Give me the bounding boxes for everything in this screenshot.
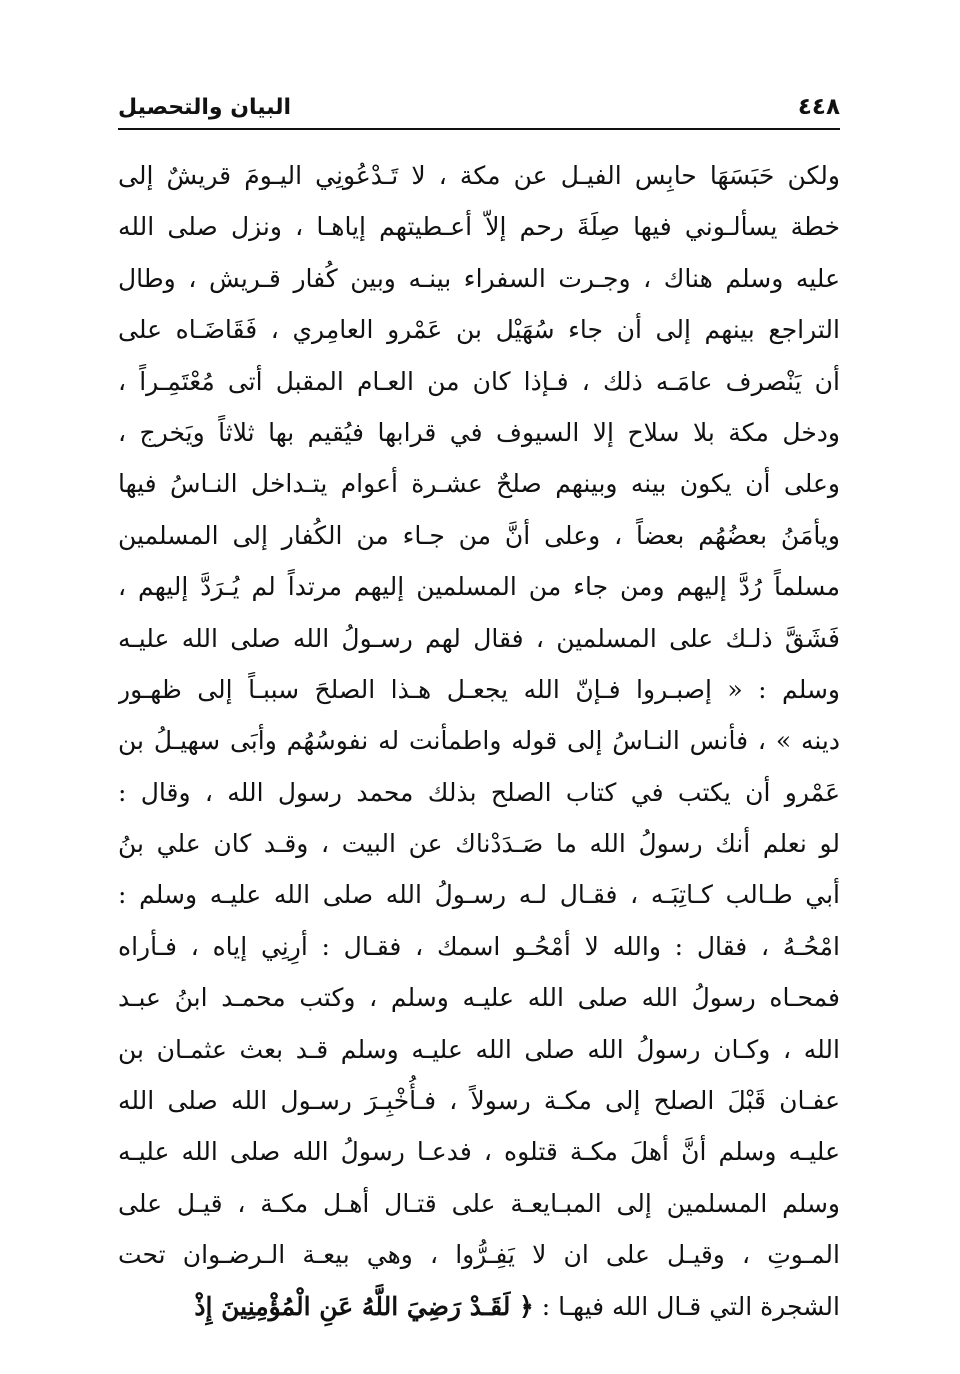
text-line: ودخل مكة بلا سلاح إلا السيوف في قرابها فيُقيم بها ثلاثاً ويَخرج ،	[118, 417, 840, 447]
text-line: عَمْرو أن يكتب في كتاب الصلح بذلك محمد رسول الله ، وقال :	[118, 777, 840, 807]
text-line: أبي طـالب كـاتِبَـه ، فقـال لـه رسـولُ الله صلى الله عليـه وسلم :	[118, 880, 840, 910]
text-line: أن يَنْصرف عامَـه ذلك ، فـإذا كان من العـام المقبل أتى مُعْتَمِـراً ،	[118, 366, 840, 396]
text-line: عليه وسلم هناك ، وجـرت السفراء بينـه وبين كُفار قـريش ، وطال	[118, 263, 840, 293]
page-header	[118, 88, 840, 128]
text-line: فمحـاه رسولُ الله صلى الله عليـه وسلم ، وكتب محمـد ابنُ عبـد	[118, 983, 840, 1013]
page-number: ٤٤٨	[797, 94, 840, 120]
text-line: ولكن حَبَسَهَا حابِس الفيـل عن مكة ، لا تَـدْعُونِي اليـومَ قريشٌ إلى	[118, 161, 840, 190]
text-line: امْحُـهُ ، فقال : والله لا أمْحُـو اسمك ، فقـال : أرِنِي إياه ، فـأراه	[118, 931, 840, 961]
text-line: الله ، وكـان رسولُ الله صلى الله عليـه وسلم قـد بعث عثمـان بن	[118, 1034, 840, 1064]
text-line: وسلم المسلمين إلى المبـايعـة على قتـال أهـل مكـة ، قيـل على	[118, 1188, 840, 1218]
text-line: دينه » ، فأنس النـاسُ إلى قوله واطمأنت له نفوسُهُم وأبَى سهيـلُ بن	[118, 726, 840, 756]
text-line: عليـه وسلم أنَّ أهلَ مكـة قتلوه ، فدعـا رسولُ الله صلى الله عليـه	[118, 1137, 840, 1167]
text-line: عفـان قَبْلَ الصلح إلى مكـة رسولاً ، فـأُخْبِـرَ رسـول الله صلى الله	[118, 1086, 840, 1116]
text-line: وعلى أن يكون بينه وبينهم صلحٌ عشـرة أعوام يتـداخل النـاسُ فيها	[118, 469, 840, 499]
body-text	[118, 150, 840, 1332]
text-line: المـوتِ ، وقيـل على ان لا يَفِـرُّوا ، وهي بيعـة الـرضـوان تحت	[118, 1240, 840, 1270]
text-line: ويأمَنُ بعضُهُم بعضاً ، وعلى أنَّ من جـاء من الكُفار إلى المسلمين	[118, 520, 840, 550]
text-line: التراجع بينهم إلى أن جاء سُهَيْل بن عَمْرو العامِري ، فَقَاضَـاه على	[118, 315, 840, 345]
text-line: وسلم : « إصبـروا فـإنّ الله يجعـل هـذا الصلحَ سببـاً إلى ظهـور	[118, 674, 840, 704]
header-rule	[118, 128, 840, 130]
text-line: لو نعلم أنك رسولُ الله ما صَـدَدْناك عن البيت ، وقـد كان علي بنُ	[118, 829, 840, 859]
last-line-text: الشجرة التي قـال الله فيهـا :	[541, 1291, 840, 1321]
text-line: خطة يسألـوني فيها صِلَةَ رحم إلاّ أعـطيتهم إياهـا ، ونزل صلى الله	[118, 212, 840, 242]
text-line-last	[118, 1281, 840, 1332]
text-line: فَشَقَّ ذلـك على المسلمين ، فقال لهم رسـولُ الله صلى الله عليـه	[118, 623, 840, 653]
quran-quote: ﴿ لَقَـدْ رَضِيَ اللَّهُ عَنِ الْمُؤْمِنِينَ إِذْ	[194, 1291, 534, 1321]
text-line: مسلماً رُدَّ إليهم ومن جاء من المسلمين إليهم مرتداً لم يُـرَدَّ إليهم ،	[118, 572, 840, 602]
running-title: البيان والتحصيل	[118, 95, 292, 120]
